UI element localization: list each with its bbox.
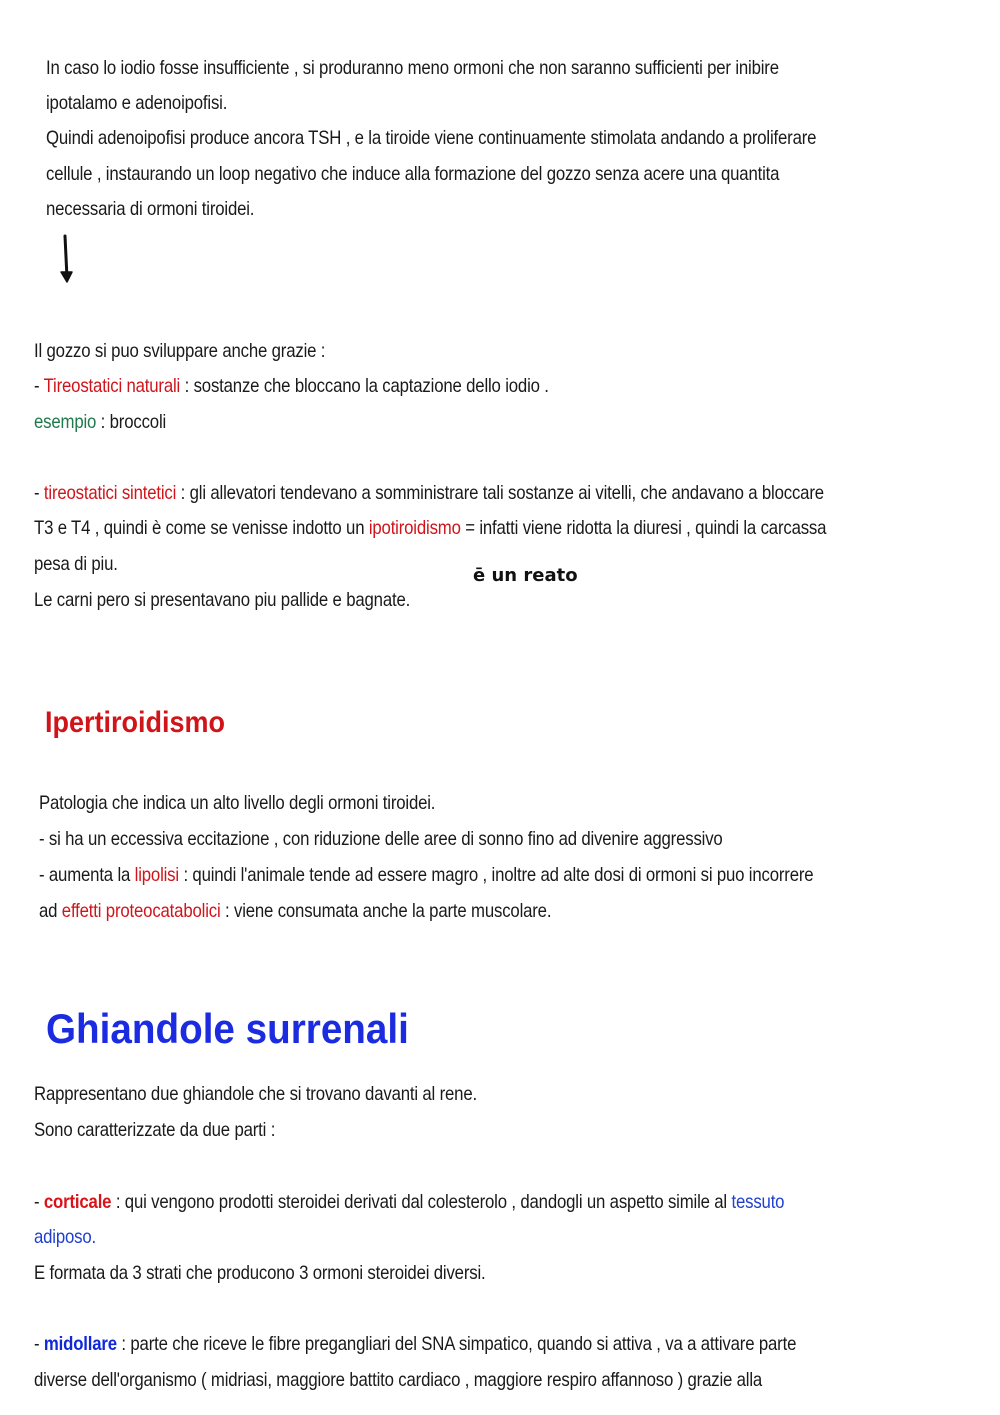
dash: - <box>34 1333 44 1355</box>
example-line <box>34 409 166 435</box>
paragraph-line: pesa di piu. <box>34 553 118 575</box>
paragraph-line: Quindi adenoipofisi produce ancora TSH , e la tiroide viene continuamente stimolata andando a proliferare <box>46 127 817 149</box>
text: T3 e T4 , quindi è come se venisse indotto un <box>34 517 369 539</box>
text: ad <box>39 900 62 922</box>
term-description: : sostanze che bloccano la captazione dello iodio . <box>180 375 549 397</box>
term-highlight: effetti proteocatabolici <box>61 900 221 922</box>
paragraph-line: cellule , instaurando un loop negativo che induce alla formazione del gozzo senza acere una quantita <box>46 163 780 185</box>
paragraph-line: In caso lo iodio fosse insufficiente , si produranno meno ormoni che non saranno sufficienti per inibire <box>46 57 779 79</box>
paragraph-line: Sono caratterizzate da due parti : <box>34 1119 276 1141</box>
list-item <box>34 1331 796 1357</box>
term-highlight: ipotiroidismo <box>368 517 461 539</box>
paragraph-line <box>39 898 551 924</box>
paragraph-line: diverse dell'organismo ( midriasi, maggiore battito cardiaco , maggiore respiro affannoso ) grazie alla <box>34 1369 763 1391</box>
term-bold: midollare <box>43 1333 117 1355</box>
dash: - <box>34 482 44 504</box>
list-item <box>39 862 813 888</box>
paragraph-line: necessaria di ormoni tiroidei. <box>46 198 255 220</box>
text: = infatti viene ridotta la diuresi , quindi la carcassa <box>460 517 827 539</box>
handwritten-note: ē un reato <box>473 565 578 586</box>
paragraph-line <box>34 1224 96 1250</box>
paragraph-line: E formata da 3 strati che producono 3 ormoni steroidei diversi. <box>34 1262 486 1284</box>
example-label: esempio <box>34 411 97 433</box>
paragraph-line: Il gozzo si puo sviluppare anche grazie : <box>34 340 326 362</box>
text: : viene consumata anche la parte muscolare. <box>220 900 552 922</box>
paragraph-line: ipotalamo e adenoipofisi. <box>46 92 228 114</box>
term-bold: corticale <box>43 1191 112 1213</box>
example-text: : broccoli <box>96 411 167 433</box>
dash: - <box>34 375 44 397</box>
paragraph-line: Patologia che indica un alto livello degli ormoni tiroidei. <box>39 792 436 814</box>
text: - aumenta la <box>39 864 135 886</box>
list-item <box>34 1189 784 1215</box>
dash: - <box>34 1191 44 1213</box>
term-highlight: Tireostatici naturali <box>43 375 181 397</box>
list-item <box>34 373 549 399</box>
term-highlight: tireostatici sintetici <box>43 482 177 504</box>
term-description: : gli allevatori tendevano a somministrare tali sostanze ai vitelli, che andavano a bloccare <box>176 482 824 504</box>
text: : quindi l'animale tende ad essere magro , inoltre ad alte dosi di ormoni si puo incorrere <box>178 864 814 886</box>
list-item <box>34 480 824 506</box>
down-arrow-icon <box>56 234 76 286</box>
section-heading: Ipertiroidismo <box>45 706 226 739</box>
paragraph-line: Le carni pero si presentavano piu pallide e bagnate. <box>34 589 411 611</box>
paragraph-line: Rappresentano due ghiandole che si trovano davanti al rene. <box>34 1083 477 1105</box>
text: : qui vengono prodotti steroidei derivati dal colesterolo , dandogli un aspetto simile al <box>111 1191 732 1213</box>
paragraph-line <box>34 515 826 541</box>
term-link: tessuto <box>731 1191 785 1213</box>
section-heading: Ghiandole surrenali <box>46 1005 409 1052</box>
text: : parte che riceve le fibre pregangliari del SNA simpatico, quando si attiva , va a attivare parte <box>116 1333 797 1355</box>
term-link: adiposo. <box>34 1226 97 1248</box>
list-item: - si ha un eccessiva eccitazione , con riduzione delle aree di sonno fino ad divenire aggressivo <box>39 828 723 850</box>
term-highlight: lipolisi <box>134 864 179 886</box>
